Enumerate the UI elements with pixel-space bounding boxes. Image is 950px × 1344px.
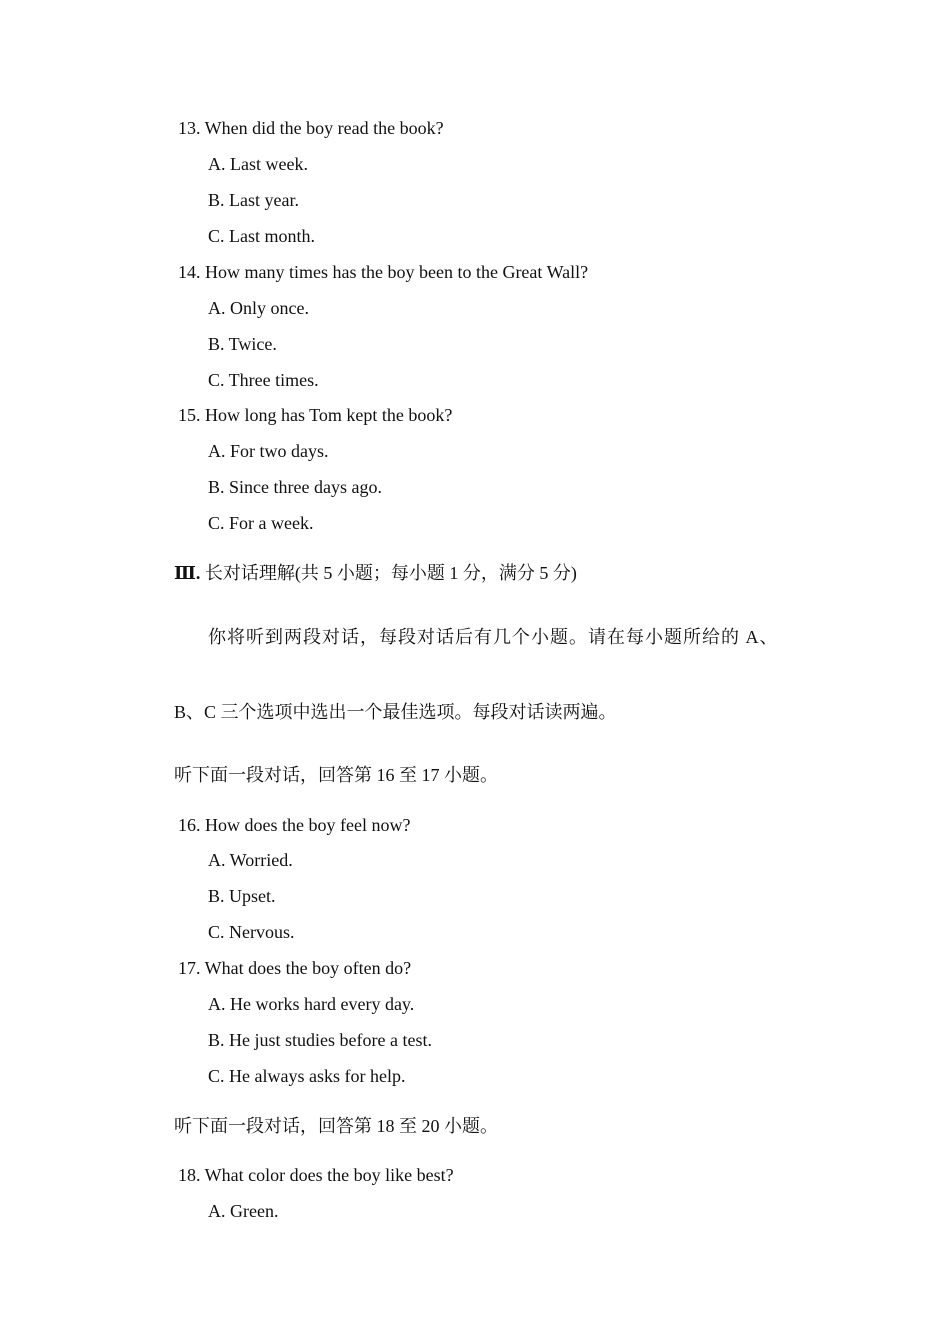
question-14-stem: 14. How many times has the boy been to the Great Wall? [178, 262, 589, 282]
question-15-option-a: A. For two days. [208, 441, 329, 461]
question-16-option-b: B. Upset. [208, 886, 276, 906]
question-13-option-b: B. Last year. [208, 190, 299, 210]
dialogue-1-intro: 听下面一段对话，回答第 16 至 17 小题。 [174, 765, 498, 785]
question-14-option-b: B. Twice. [208, 334, 277, 354]
question-16-option-a: A. Worried. [208, 850, 293, 870]
question-17-stem: 17. What does the boy often do? [178, 958, 412, 978]
question-17-option-a: A. He works hard every day. [208, 994, 415, 1014]
question-16-option-c: C. Nervous. [208, 922, 295, 942]
section-3-title: 长对话理解(共 5 小题；每小题 1 分，满分 5 分) [204, 563, 577, 583]
section-3-numeral: Ⅲ. [174, 563, 201, 583]
section-3-instruction-line-2: B、C 三个选项中选出一个最佳选项。每段对话读两遍。 [174, 702, 617, 722]
question-18-stem: 18. What color does the boy like best? [178, 1165, 454, 1185]
section-3-heading [174, 562, 577, 584]
question-16-stem: 16. How does the boy feel now? [178, 815, 411, 835]
question-13-option-c: C. Last month. [208, 226, 315, 246]
question-17-option-c: C. He always asks for help. [208, 1066, 406, 1086]
question-13-option-a: A. Last week. [208, 154, 308, 174]
dialogue-2-intro: 听下面一段对话，回答第 18 至 20 小题。 [174, 1116, 498, 1136]
question-18-option-a: A. Green. [208, 1201, 279, 1221]
question-14-option-a: A. Only once. [208, 298, 309, 318]
section-3-instruction-line-1: 你将听到两段对话，每段对话后有几个小题。请在每小题所给的 A、 [208, 627, 779, 647]
question-15-option-c: C. For a week. [208, 513, 314, 533]
question-17-option-b: B. He just studies before a test. [208, 1030, 432, 1050]
question-15-option-b: B. Since three days ago. [208, 477, 382, 497]
question-15-stem: 15. How long has Tom kept the book? [178, 405, 453, 425]
question-14-option-c: C. Three times. [208, 370, 319, 390]
question-13-stem: 13. When did the boy read the book? [178, 118, 444, 138]
